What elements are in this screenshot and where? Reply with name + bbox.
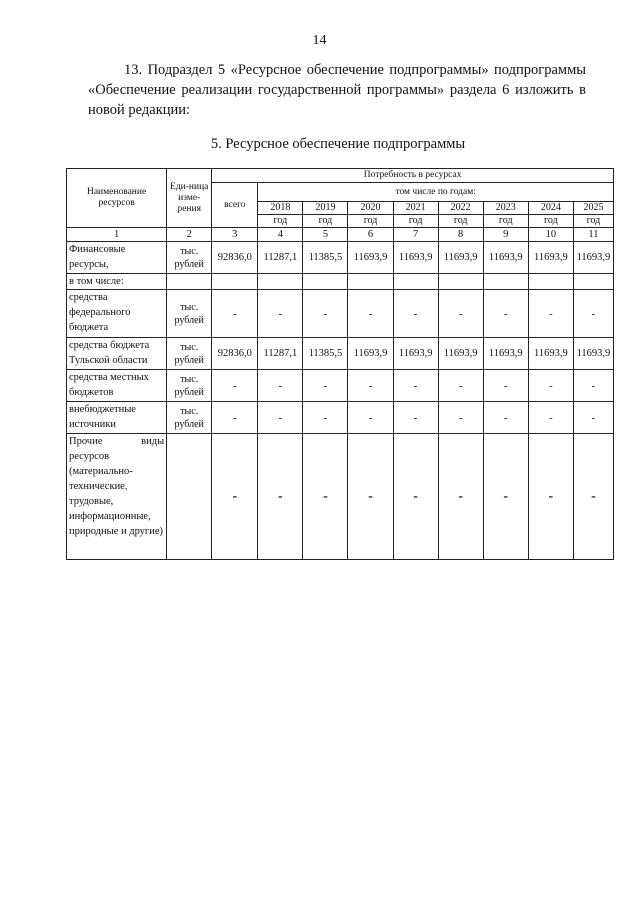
cell-value: - [348,402,393,434]
row-name: средства местных бюджетов [67,370,167,402]
cell-value: 11693,9 [483,338,528,370]
header-year-2020: 2020 год [348,202,393,228]
header-year-2022: 2022 год [438,202,483,228]
row-unit: тыс. рублей [167,402,212,434]
header-year-2023: 2023 год [483,202,528,228]
cell-value: 11693,9 [573,338,613,370]
cell-value: - [258,290,303,338]
cell-value: - [528,434,573,560]
cell-value: - [573,290,613,338]
cell-value: 11385,5 [303,242,348,274]
column-number: 9 [483,228,528,242]
header-year-2019: 2019 год [303,202,348,228]
cell-value: - [212,434,258,560]
row-unit: тыс. рублей [167,370,212,402]
cell-value: - [393,290,438,338]
cell-value: - [483,402,528,434]
cell-value: 11693,9 [438,242,483,274]
header-unit: Еди-ница изме-рения [167,169,212,228]
column-number: 8 [438,228,483,242]
cell-value: - [393,370,438,402]
cell-value: - [303,370,348,402]
column-number: 3 [212,228,258,242]
cell-value: 11693,9 [573,242,613,274]
cell-value: - [348,434,393,560]
column-number: 11 [573,228,613,242]
cell-value: - [573,402,613,434]
cell-value: - [438,370,483,402]
row-name: Финансовые ресурсы, [67,242,167,274]
cell-value: - [212,402,258,434]
cell-value: - [483,434,528,560]
resources-table [66,168,614,560]
cell-value: - [303,434,348,560]
cell-value: 11693,9 [393,338,438,370]
row-local [67,370,614,402]
cell-value: - [483,370,528,402]
cell-value: - [348,290,393,338]
column-number: 4 [258,228,303,242]
cell-value: - [212,290,258,338]
column-number: 1 [67,228,167,242]
row-other [67,434,614,560]
cell-value: 92836,0 [212,242,258,274]
header-total: всего [212,183,258,228]
row-name: средства бюджета Тульской области [67,338,167,370]
cell-value: 11693,9 [348,242,393,274]
row-regional [67,338,614,370]
column-number: 2 [167,228,212,242]
row-unit: тыс. рублей [167,338,212,370]
cell-value: 11693,9 [438,338,483,370]
cell-value: 11693,9 [483,242,528,274]
row-including [67,274,614,290]
header-need: Потребность в ресурсах [212,169,614,183]
row-financial [67,242,614,274]
cell-value: - [438,402,483,434]
row-offbudget [67,402,614,434]
row-name [67,434,167,560]
cell-value: 11287,1 [258,338,303,370]
row-unit: тыс. рублей [167,242,212,274]
cell-value: 11693,9 [528,242,573,274]
cell-value: 11385,5 [303,338,348,370]
header-row-1 [67,169,614,183]
column-number: 6 [348,228,393,242]
cell-value: - [573,434,613,560]
header-year-2021: 2021 год [393,202,438,228]
cell-value: - [258,434,303,560]
cell-value: - [438,434,483,560]
cell-value: 11693,9 [393,242,438,274]
header-year-2024: 2024 год [528,202,573,228]
row-name: внебюджетные источники [67,402,167,434]
column-numbers-row [67,228,614,242]
cell-value: - [393,402,438,434]
header-year-2025: 2025 год [573,202,613,228]
section-title: 5. Ресурсное обеспечение подпрограммы [210,136,466,152]
cell-value: - [303,402,348,434]
cell-value: - [348,370,393,402]
row-name: в том числе: [67,274,167,290]
header-by-years: том числе по годам: [258,183,614,202]
cell-value: 11287,1 [258,242,303,274]
intro-text: 13. Подраздел 5 «Ресурсное обеспечение подпрограммы» подпрограммы «Обеспечение реализации государственной программы» раздела 6 изложить в новой редакции: [88,62,586,118]
column-number: 5 [303,228,348,242]
header-name: Наименование ресурсов [67,169,167,228]
cell-value: - [212,370,258,402]
intro-paragraph [88,60,586,120]
cell-value: - [528,370,573,402]
row-federal [67,290,614,338]
cell-value: - [393,434,438,560]
cell-value: - [258,370,303,402]
row-unit: тыс. рублей [167,290,212,338]
row-name: средства федерального бюджета [67,290,167,338]
page-number: 14 [312,33,327,48]
column-number: 10 [528,228,573,242]
cell-value: - [438,290,483,338]
cell-value: 11693,9 [528,338,573,370]
cell-value: - [573,370,613,402]
header-year-2018: 2018 год [258,202,303,228]
row-unit [167,434,212,560]
cell-value: - [303,290,348,338]
cell-value: 11693,9 [348,338,393,370]
cell-value: - [528,290,573,338]
cell-value: - [528,402,573,434]
row-name-rest: ресурсов (материально-технические, трудовые, информационные, природные и другие) [69,451,164,537]
cell-value: - [483,290,528,338]
cell-value: - [258,402,303,434]
column-number: 7 [393,228,438,242]
row-name-first-line: Прочие виды [69,436,165,447]
cell-value: 92836,0 [212,338,258,370]
